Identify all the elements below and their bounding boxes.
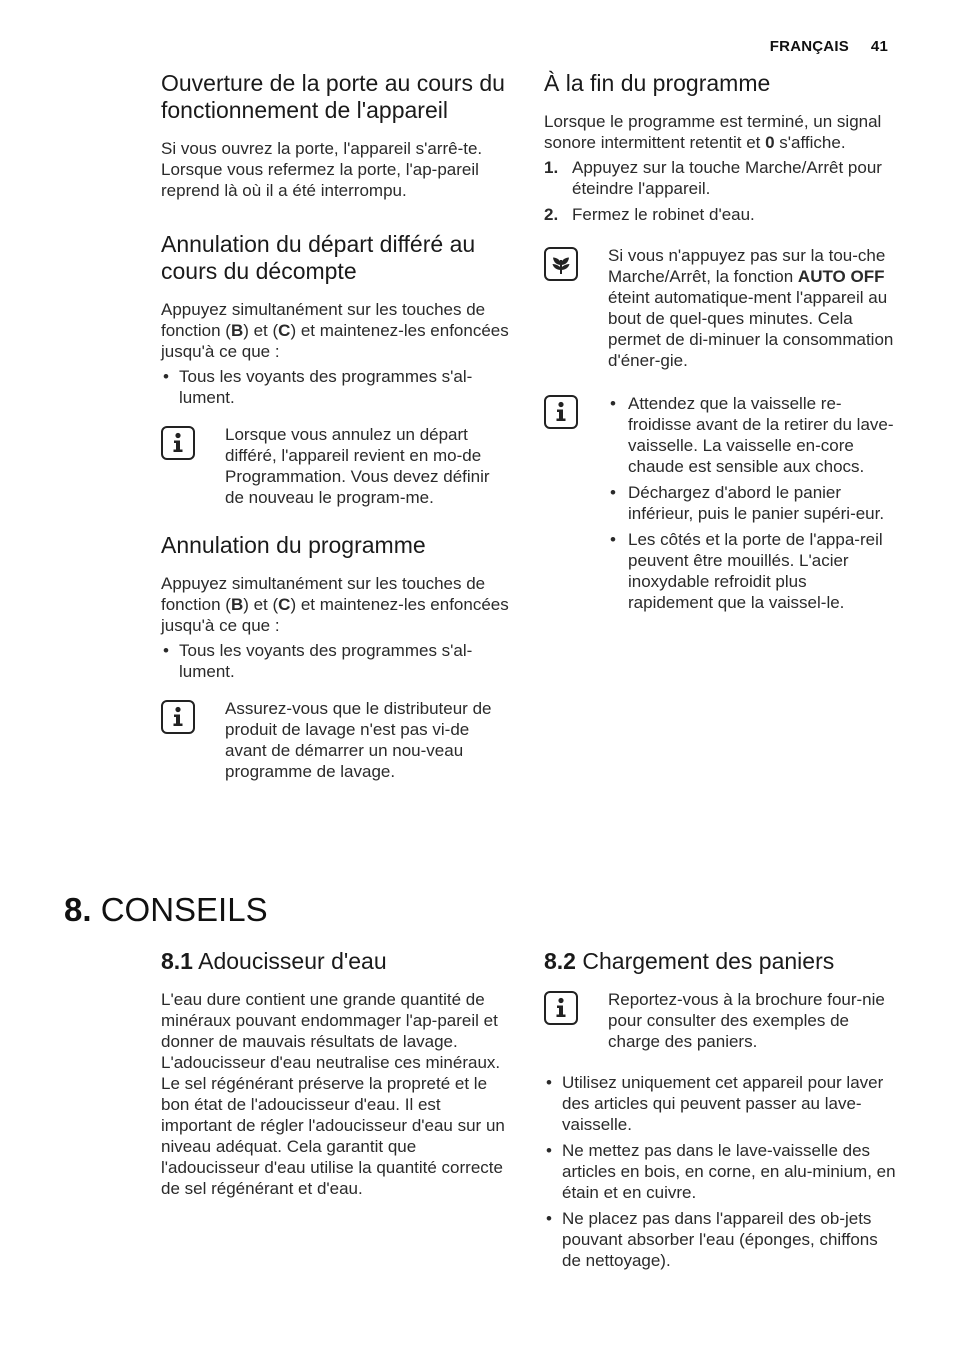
program-cancel-body: Appuyez simultanément sur les touches de fonction (B) et (C) et maintenez-les enfoncées jusqu'à ce que : <box>161 574 509 635</box>
list-item: • Attendez que la vaisselle re-froidisse avant de la retirer du lave-vaisselle. La vaisselle en-core chaude est sensible aux chocs. <box>608 393 896 477</box>
loading-section <box>544 948 896 1276</box>
key-c: C <box>278 321 291 340</box>
list-item: • Ne mettez pas dans le lave-vaisselle des articles en bois, en corne, en alu-minium, en étain et en cuivre. <box>544 1140 896 1203</box>
zero-display: 0 <box>765 133 775 152</box>
info-note <box>161 698 513 782</box>
program-cancel-title: Annulation du programme <box>161 532 426 558</box>
key-c: C <box>278 595 291 614</box>
list-item: • Les côtés et la porte de l'appa-reil peuvent être mouillés. L'acier inoxydable refroidit plus rapidement que la vaissel-le. <box>608 529 896 613</box>
info-note <box>161 424 513 508</box>
list-item: • Utilisez uniquement cet appareil pour laver des articles qui peuvent passer au lave-vaisselle. <box>544 1072 896 1135</box>
eco-note-text: Si vous n'appuyez pas sur la tou-che Marche/Arrêt, la fonction AUTO OFF éteint automatique-ment l'appareil au bout de quel-ques minutes. Cela permet de di-minuer la consommation d'éner-gie. <box>608 246 894 370</box>
list-item: • Tous les voyants des programmes s'al-lument. <box>161 366 513 408</box>
delay-cancel-title: Annulation du départ différé au cours du décompte <box>161 231 476 284</box>
delay-cancel-bullets <box>161 366 513 408</box>
list-item: • Ne placez pas dans l'appareil des ob-jets pouvant absorber l'eau (éponges, chiffons de nettoyage). <box>544 1208 896 1271</box>
info-note <box>544 989 896 1052</box>
list-item: 2. Fermez le robinet d'eau. <box>544 205 755 224</box>
info-icon <box>161 426 195 460</box>
unload-bullets <box>608 393 896 613</box>
key-b: B <box>230 321 244 340</box>
chapter-title: 8. CONSEILS <box>64 891 268 928</box>
door-open-body: Si vous ouvrez la porte, l'appareil s'arrê-te. Lorsque vous refermez la porte, l'ap-pareil reprend là où il a été interrompu. <box>161 139 483 200</box>
end-program-title: À la fin du programme <box>544 70 771 96</box>
softener-title: 8.1 Adoucisseur d'eau <box>161 948 387 974</box>
auto-off-label: AUTO OFF <box>797 267 885 286</box>
loading-title: 8.2 Chargement des paniers <box>544 948 835 974</box>
eco-note <box>544 245 896 371</box>
left-column <box>161 70 513 782</box>
end-program-body: Lorsque le programme est terminé, un signal sonore intermittent retentit et 0 s'affiche. <box>544 112 882 152</box>
delay-cancel-note: Lorsque vous annulez un départ différé, l'appareil revient en mo-de Programmation. Vous devez définir de nouveau le program-me. <box>225 425 490 507</box>
softener-para-2: Le sel régénérant préserve la propreté et le bon état de l'adoucisseur d'eau. Il est important de régler l'adoucisseur d'eau sur un niveau adéquat. Cela garantit que l'adoucisseur d'eau utilise la quantité correcte de sel régénérant et d'eau. <box>161 1074 505 1198</box>
loading-bullets <box>544 1072 896 1271</box>
list-item: • Déchargez d'abord le panier inférieur, puis le panier supéri-eur. <box>608 482 896 524</box>
program-cancel-bullets <box>161 640 513 682</box>
softener-section <box>161 948 513 1203</box>
page-number: 41 <box>870 38 888 55</box>
end-program-steps <box>544 157 896 225</box>
key-b: B <box>230 595 244 614</box>
softener-para-1: L'eau dure contient une grande quantité de minéraux pouvant endommager l'ap-pareil et donner de mauvais résultats de lavage. L'adoucisseur d'eau neutralise ces minéraux. <box>161 990 501 1072</box>
loading-note: Reportez-vous à la brochure four-nie pour consulter des exemples de charge des paniers. <box>608 990 885 1051</box>
info-icon <box>544 395 578 429</box>
info-icon <box>161 700 195 734</box>
door-open-title: Ouverture de la porte au cours du fonctionnement de l'appareil <box>161 70 505 123</box>
eco-leaf-icon <box>544 247 578 281</box>
program-cancel-note: Assurez-vous que le distributeur de produit de lavage n'est pas vi-de avant de démarrer un nou-veau programme de lavage. <box>225 699 492 781</box>
header-section: FRANÇAIS <box>769 38 849 55</box>
delay-cancel-body: Appuyez simultanément sur les touches de fonction (B) et (C) et maintenez-les enfoncées jusqu'à ce que : <box>161 300 509 361</box>
info-icon <box>544 991 578 1025</box>
list-item: 1. Appuyez sur la touche Marche/Arrêt pour éteindre l'appareil. <box>544 158 882 198</box>
list-item: • Tous les voyants des programmes s'al-lument. <box>161 640 513 682</box>
info-note <box>544 393 896 613</box>
page-header <box>770 38 888 55</box>
right-column <box>544 70 896 618</box>
